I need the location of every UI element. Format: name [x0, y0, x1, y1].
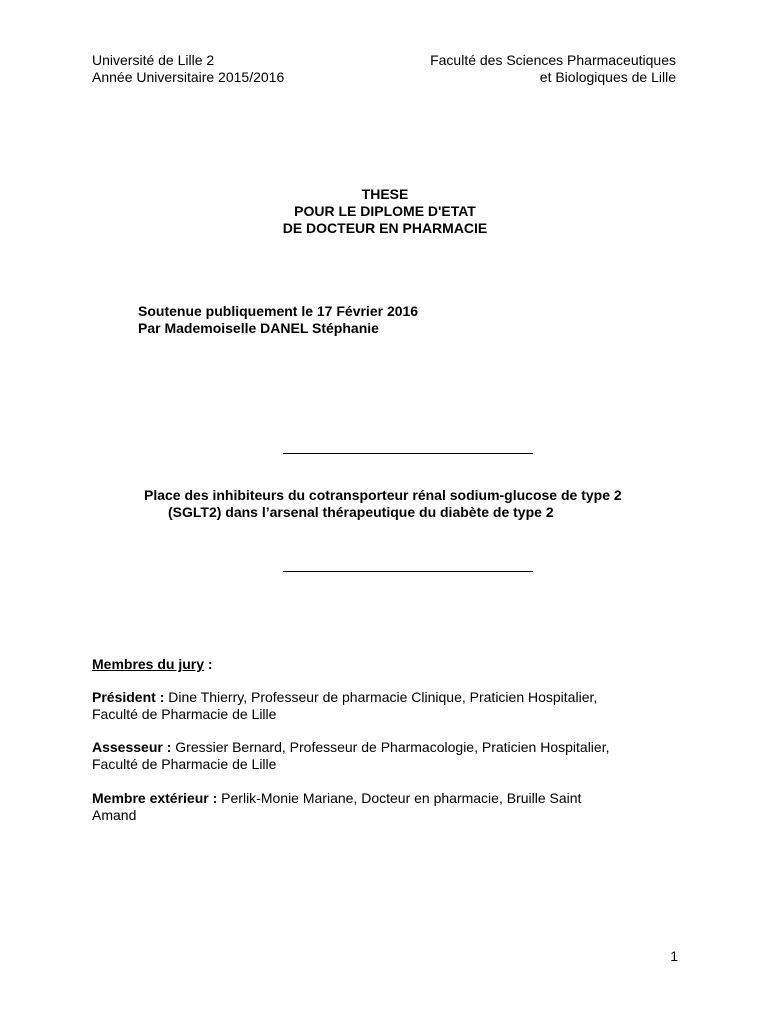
faculty-name-line2: et Biologiques de Lille — [539, 69, 676, 85]
divider-bottom — [283, 571, 533, 572]
jury-heading-colon: : — [204, 656, 213, 672]
jury-member-affiliation: Faculté de Pharmacie de Lille — [92, 706, 277, 722]
defense-date: Soutenue publiquement le 17 Février 2016 — [138, 303, 419, 319]
header-faculty-block — [430, 52, 676, 86]
jury-member-external — [92, 790, 692, 824]
thesis-title-line-2: (SGLT2) dans l’arsenal thérapeutique du diabète de type 2 — [168, 504, 554, 520]
jury-role: Membre extérieur : — [92, 790, 218, 806]
author-name: Par Mademoiselle DANEL Stéphanie — [138, 320, 379, 336]
jury-heading-label: Membres du jury — [92, 656, 205, 672]
jury-member-affiliation: Amand — [92, 807, 137, 823]
jury-member-assessor — [92, 739, 692, 773]
jury-member-president — [92, 689, 692, 723]
page-number: 1 — [670, 948, 678, 964]
jury-member-affiliation: Faculté de Pharmacie de Lille — [92, 756, 277, 772]
jury-role: Assesseur : — [92, 739, 172, 755]
thesis-title — [0, 487, 770, 521]
thesis-title-line-1: Place des inhibiteurs du cotransporteur rénal sodium-glucose de type 2 — [144, 487, 622, 503]
jury-role: Président : — [92, 689, 165, 705]
jury-member-details: Gressier Bernard, Professeur de Pharmacologie, Praticien Hospitalier, — [171, 739, 610, 755]
university-name: Université de Lille 2 — [92, 52, 215, 68]
academic-year: Année Universitaire 2015/2016 — [92, 69, 285, 85]
divider-top — [283, 453, 533, 454]
faculty-name-line1: Faculté des Sciences Pharmaceutiques — [430, 52, 676, 68]
jury-member-details: Dine Thierry, Professeur de pharmacie Clinique, Praticien Hospitalier, — [164, 689, 598, 705]
heading-line-3: DE DOCTEUR EN PHARMACIE — [282, 220, 488, 236]
header-university-block — [92, 52, 284, 86]
thesis-heading — [0, 186, 770, 237]
heading-line-2: POUR LE DIPLOME D'ETAT — [294, 203, 476, 219]
jury-member-details: Perlik-Monie Mariane, Docteur en pharmacie, Bruille Saint — [217, 790, 582, 806]
heading-line-1: THESE — [361, 186, 409, 202]
jury-heading — [92, 656, 213, 673]
defense-info — [138, 303, 418, 337]
